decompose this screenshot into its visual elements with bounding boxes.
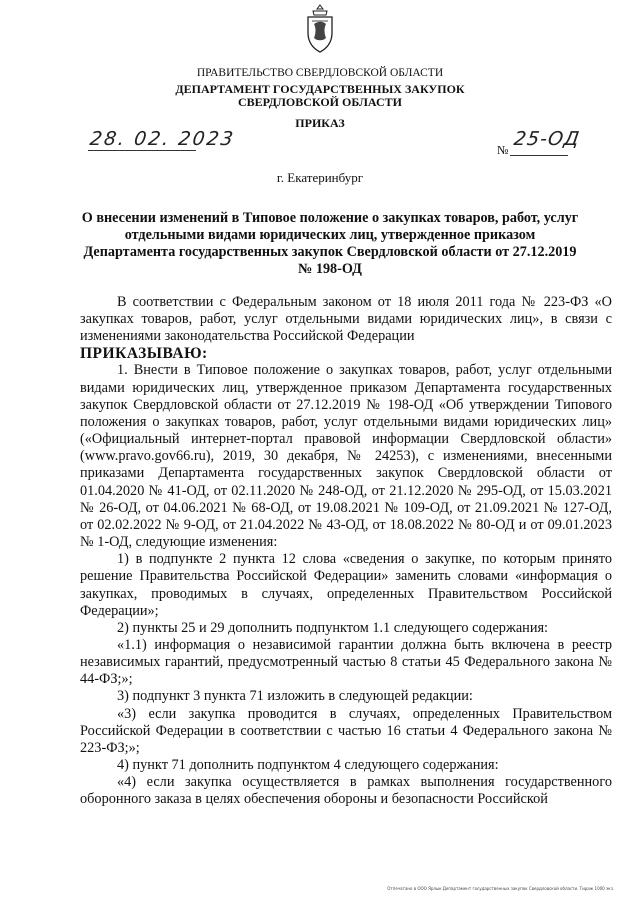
document-type: ПРИКАЗ: [295, 116, 345, 130]
number-label: №: [497, 143, 509, 157]
document-number: 25-ОД: [512, 128, 582, 150]
paragraph-8: «4) если закупка осуществляется в рамках выполнения государственного оборонного заказа в целях обеспечения обороны и безопасности Российской: [80, 774, 612, 808]
paragraph-7: 4) пункт 71 дополнить подпунктом 4 следующего содержания:: [117, 757, 499, 774]
department-line-2: СВЕРДЛОВСКОЙ ОБЛАСТИ: [238, 95, 402, 109]
date-underline: [88, 150, 196, 151]
document-title: О внесении изменений в Типовое положение о закупках товаров, работ, услуг отдельными видами юридических лиц, утвержденное приказом Департамента государственных закупок Свердловской области от 27.12.2019 № 198-ОД: [81, 210, 579, 277]
print-footer: Отпечатано в ООО Ярлык Департамент государственных закупок Свердловской области. Тираж 1000 экз.: [387, 886, 614, 891]
paragraph-6: «3) если закупка проводится в случаях, определенных Правительством Российской Федерации в соответствии с частью 16 статьи 4 Федерального закона № 223-ФЗ;»;: [80, 705, 612, 756]
department-name: [0, 83, 640, 109]
paragraph-1: 1. Внести в Типовое положение о закупках товаров, работ, услуг отдельными видами юридических лиц, утвержденное приказом Департамента государственных закупок Свердловской области от 27.12.2019 № 198-ОД «Об утверждении Типового положения о закупках товаров, работ, услуг отдельными видами юридических лиц» («Официальный интернет-портал правовой информации Свердловской области» (www.pravo.gov66.ru), 2019, 30 декабря, № 24253), с изменениями, внесенными приказами Департамента государственных закупок Свердловской области от 01.04.2020 № 41-ОД, от 02.11.2020 № 248-ОД, от 21.12.2020 № 295-ОД, от 15.03.2021 № 26-ОД, от 04.06.2021 № 68-ОД, от 19.08.2021 № 109-ОД, от 21.09.2021 № 127-ОД, от 02.02.2022 № 9-ОД, от 21.04.2022 № 43-ОД, от 18.08.2022 № 80-ОД и от 09.01.2023 № 1-ОД, следующие изменения:: [80, 362, 612, 551]
document-date: 28. 02. 2023: [88, 128, 237, 150]
paragraph-5: 3) подпункт 3 пункта 71 изложить в следующей редакции:: [117, 688, 473, 705]
government-name: ПРАВИТЕЛЬСТВО СВЕРДЛОВСКОЙ ОБЛАСТИ: [196, 67, 444, 79]
city: г. Екатеринбург: [276, 170, 364, 185]
order-word: ПРИКАЗЫВАЮ:: [80, 345, 208, 363]
document-body: [80, 294, 612, 809]
coat-of-arms-icon: [303, 4, 337, 54]
department-line-1: ДЕПАРТАМЕНТ ГОСУДАРСТВЕННЫХ ЗАКУПОК: [175, 82, 465, 96]
paragraph-4: «1.1) информация о независимой гарантии должна быть включена в реестр независимых гарантий, предусмотренный частью 8 статьи 45 Федерального закона № 44-ФЗ;»;: [80, 636, 612, 688]
number-underline: [510, 155, 568, 156]
paragraph-3: 2) пункты 25 и 29 дополнить подпунктом 1.1 следующего содержания:: [117, 619, 549, 636]
paragraph-2: 1) в подпункте 2 пункта 12 слова «сведения о закупке, по которым принято решение Правительства Российской Федерации» заменить словами «информация о закупках, проводимых в случаях, определенных Правительством Российской Федерации»;: [80, 551, 612, 619]
preamble: В соответствии с Федеральным законом от 18 июля 2011 года № 223-ФЗ «О закупках товаров, работ, услуг отдельными видами юридических лиц», в связи с изменениями законодательства Российской Федерации: [80, 294, 612, 345]
